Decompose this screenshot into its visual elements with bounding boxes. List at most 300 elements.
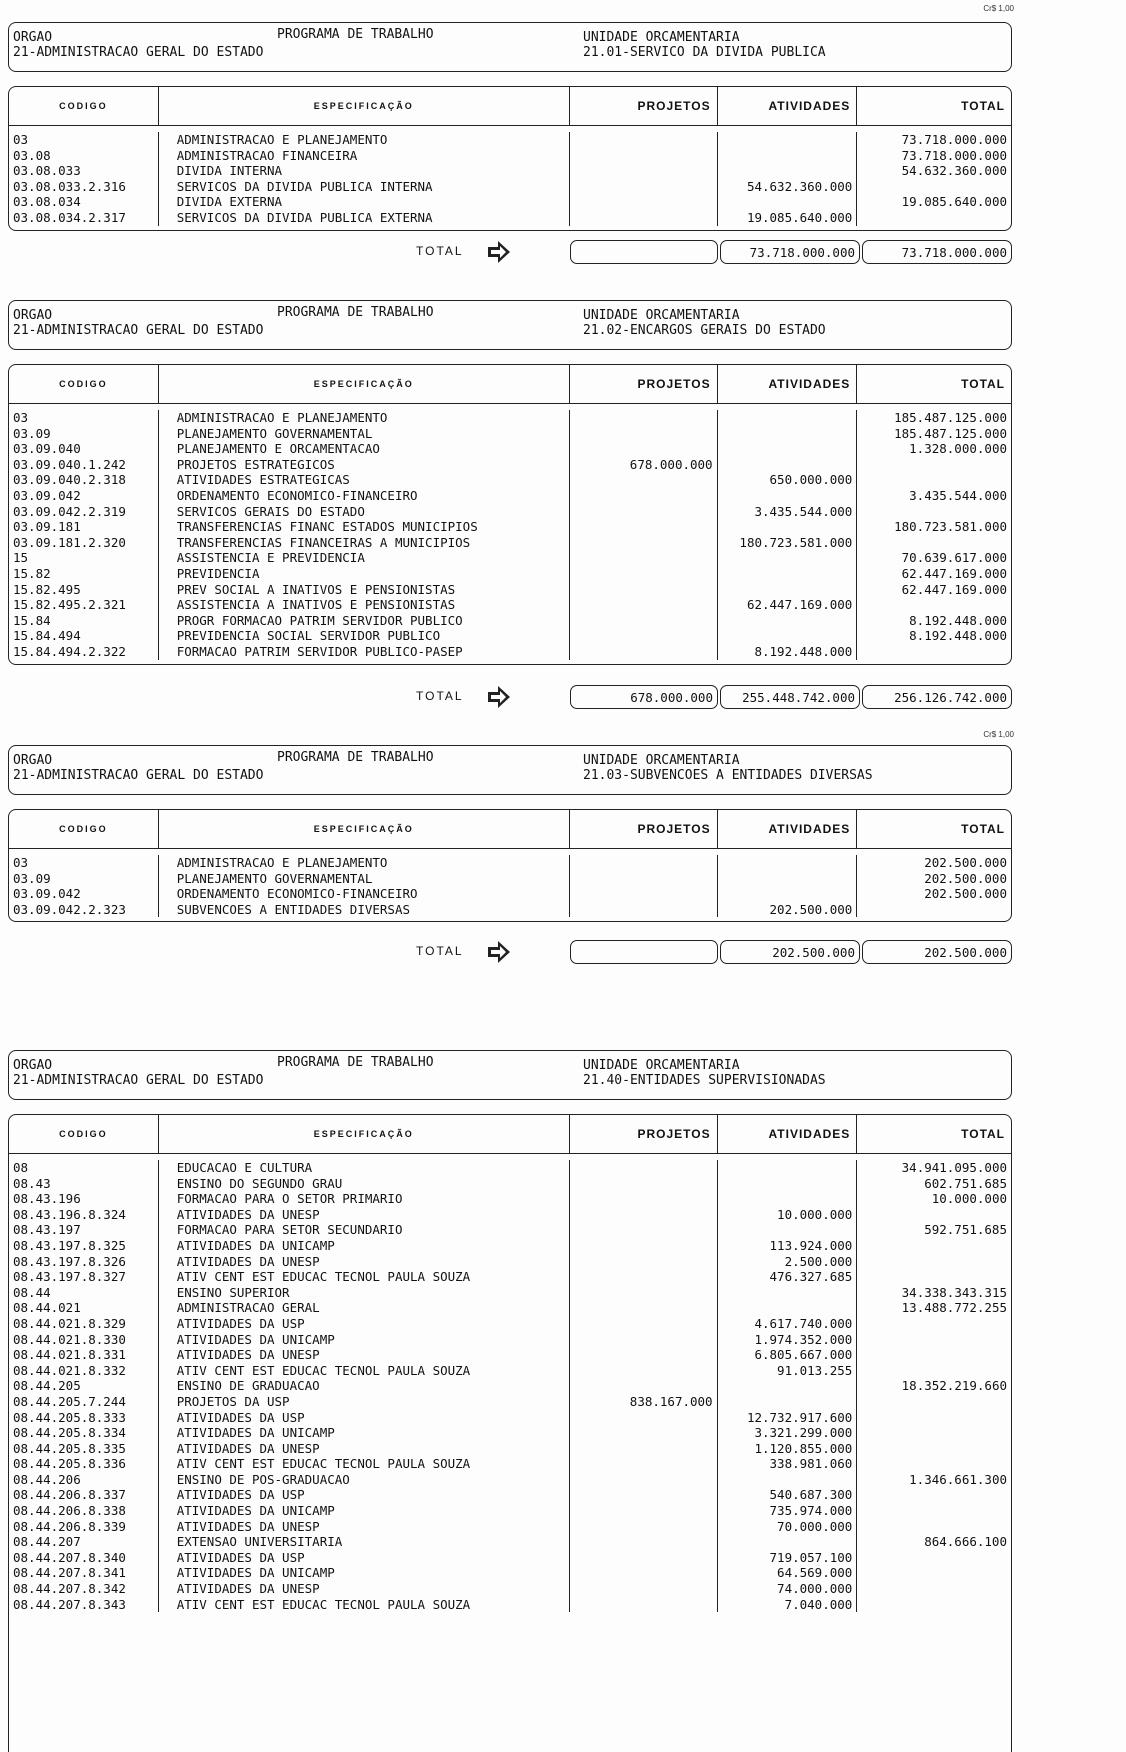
table-body [9, 849, 1011, 921]
section-header [8, 300, 1012, 350]
orgao-label: ORGAO [13, 753, 53, 768]
total-cell [857, 1254, 1011, 1270]
table-row [9, 1207, 1011, 1223]
code-cell: 03 [9, 410, 159, 426]
total-cell: 185.487.125.000 [894, 425, 1007, 441]
total-cell: 19.085.640.000 [901, 194, 1007, 210]
specification-cell: PLANEJAMENTO GOVERNAMENTAL [159, 871, 570, 887]
specification-cell: ATIVIDADES DA USP [159, 1550, 570, 1566]
orgao-label: ORGAO [13, 1058, 53, 1073]
total-cell [857, 1487, 1011, 1503]
table-row [9, 1394, 1011, 1410]
column-header-projetos: PROJETOS [570, 87, 718, 125]
projetos-cell [570, 582, 718, 598]
budget-table [8, 364, 1012, 665]
table-row [9, 179, 1011, 195]
unidade-label: UNIDADE ORCAMENTARIA [583, 308, 740, 323]
specification-cell: ATIVIDADES ESTRATEGICAS [159, 472, 570, 488]
total-projetos [570, 240, 718, 264]
projetos-cell [570, 1363, 718, 1379]
table-row [9, 194, 1011, 210]
atividades-cell [718, 1378, 858, 1394]
code-cell: 08.43.197 [9, 1222, 159, 1238]
table-row [9, 148, 1011, 164]
code-cell: 15.84.494 [9, 628, 159, 644]
table-row [9, 902, 1011, 918]
code-cell: 15.84 [9, 613, 159, 629]
total-cell: 8.192.448.000 [909, 628, 1007, 644]
projetos-cell [570, 519, 718, 535]
code-cell: 03 [9, 132, 159, 148]
unidade-label: UNIDADE ORCAMENTARIA [583, 1058, 740, 1073]
total-projetos [570, 940, 718, 964]
table-row [9, 1550, 1011, 1566]
budget-table [8, 1114, 1012, 1752]
table-header [9, 365, 1011, 404]
total-cell: 185.487.125.000 [894, 410, 1007, 425]
code-cell: 08.43.197.8.325 [9, 1238, 159, 1254]
column-header-projetos: PROJETOS [570, 365, 718, 403]
code-cell: 15.82.495 [9, 582, 159, 598]
specification-cell: FORMACAO PATRIM SERVIDOR PUBLICO-PASEP [159, 644, 570, 660]
total-cell: 10.000.000 [931, 1191, 1007, 1207]
atividades-cell [718, 886, 858, 902]
atividades-cell [718, 613, 858, 629]
projetos-cell [570, 597, 718, 613]
code-cell: 08 [9, 1160, 159, 1176]
code-cell: 03.09 [9, 426, 159, 442]
specification-cell: ATIVIDADES DA UNESP [159, 1207, 570, 1223]
atividades-cell [718, 582, 858, 598]
atividades-cell [718, 457, 858, 473]
code-cell: 15 [9, 550, 159, 566]
table-row [9, 1456, 1011, 1472]
specification-cell: ENSINO DE GRADUACAO [159, 1378, 570, 1394]
table-row [9, 1597, 1011, 1613]
specification-cell: ATIVIDADES DA USP [159, 1410, 570, 1426]
column-header-especificacao: ESPECIFICAÇÃO [159, 87, 570, 125]
total-cell [857, 644, 1011, 660]
projetos-cell [570, 1176, 718, 1192]
total-cell [857, 1269, 1011, 1285]
total-cell: 202.500.000 [924, 886, 1007, 902]
table-row [9, 1176, 1011, 1192]
budget-section [8, 745, 1012, 922]
code-cell: 03.08.034.2.317 [9, 210, 159, 226]
atividades-cell [718, 194, 858, 210]
specification-cell: PLANEJAMENTO E ORCAMENTACAO [159, 441, 570, 457]
total-geral: 73.718.000.000 [862, 240, 1012, 264]
column-header-atividades: ATIVIDADES [718, 1115, 858, 1153]
specification-cell: TRANSFERENCIAS FINANC ESTADOS MUNICIPIOS [159, 519, 570, 535]
specification-cell: ADMINISTRACAO E PLANEJAMENTO [159, 855, 570, 871]
total-label: TOTAL [416, 244, 464, 258]
table-header [9, 87, 1011, 126]
code-cell: 08.44.207.8.342 [9, 1581, 159, 1597]
orgao-value: 21-ADMINISTRACAO GERAL DO ESTADO [13, 768, 264, 783]
table-row [9, 1565, 1011, 1581]
total-row [8, 685, 1012, 711]
column-header-total: TOTAL [961, 377, 1006, 391]
atividades-cell: 8.192.448.000 [718, 644, 858, 660]
atividades-cell [718, 1222, 858, 1238]
atividades-cell: 180.723.581.000 [718, 535, 858, 551]
atividades-cell: 4.617.740.000 [718, 1316, 858, 1332]
code-cell: 08.44.206 [9, 1472, 159, 1488]
atividades-cell [718, 132, 858, 148]
projetos-cell [570, 1332, 718, 1348]
code-cell: 08.44.205.8.336 [9, 1456, 159, 1472]
specification-cell: PLANEJAMENTO GOVERNAMENTAL [159, 426, 570, 442]
code-cell: 15.82.495.2.321 [9, 597, 159, 613]
projetos-cell [570, 1456, 718, 1472]
atividades-cell [718, 628, 858, 644]
projetos-cell [570, 1519, 718, 1535]
table-row [9, 472, 1011, 488]
code-cell: 08.44 [9, 1285, 159, 1301]
column-header-atividades: ATIVIDADES [718, 810, 858, 848]
specification-cell: ADMINISTRACAO E PLANEJAMENTO [159, 410, 570, 426]
total-cell: 602.751.685 [924, 1175, 1007, 1191]
projetos-cell [570, 163, 718, 179]
total-cell [857, 1363, 1011, 1379]
specification-cell: ATIVIDADES DA USP [159, 1487, 570, 1503]
code-cell: 08.44.205 [9, 1378, 159, 1394]
table-body [9, 1154, 1011, 1752]
total-row [8, 240, 1012, 266]
total-cell [857, 472, 1011, 488]
code-cell: 08.44.205.7.244 [9, 1394, 159, 1410]
code-cell: 03.08.033 [9, 163, 159, 179]
projetos-cell [570, 871, 718, 887]
table-header [9, 1115, 1011, 1154]
code-cell: 08.44.206.8.339 [9, 1519, 159, 1535]
total-row [8, 940, 1012, 966]
specification-cell: PREV SOCIAL A INATIVOS E PENSIONISTAS [159, 582, 570, 598]
total-cell [857, 1519, 1011, 1535]
atividades-cell [718, 1176, 858, 1192]
total-cell [857, 1347, 1011, 1363]
total-label: TOTAL [416, 944, 464, 958]
specification-cell: PREVIDENCIA SOCIAL SERVIDOR PUBLICO [159, 628, 570, 644]
projetos-cell [570, 1487, 718, 1503]
specification-cell: ATIVIDADES DA UNICAMP [159, 1503, 570, 1519]
specification-cell: DIVIDA INTERNA [159, 163, 570, 179]
table-row [9, 1191, 1011, 1207]
code-cell: 03.09.040 [9, 441, 159, 457]
total-cell: 70.639.617.000 [901, 550, 1007, 566]
table-row [9, 550, 1011, 566]
code-cell: 08.43.197.8.326 [9, 1254, 159, 1270]
total-cell [857, 504, 1011, 520]
specification-cell: ENSINO SUPERIOR [159, 1285, 570, 1301]
specification-cell: ATIVIDADES DA UNESP [159, 1581, 570, 1597]
table-row [9, 644, 1011, 660]
atividades-cell: 3.435.544.000 [718, 504, 858, 520]
total-cell: 34.941.095.000 [901, 1160, 1007, 1175]
section-header [8, 22, 1012, 72]
projetos-cell [570, 1347, 718, 1363]
code-cell: 08.44.206.8.338 [9, 1503, 159, 1519]
atividades-cell: 719.057.100 [718, 1550, 858, 1566]
atividades-cell [718, 1191, 858, 1207]
total-geral: 202.500.000 [862, 940, 1012, 964]
table-row [9, 1581, 1011, 1597]
table-row [9, 504, 1011, 520]
section-header [8, 745, 1012, 795]
projetos-cell [570, 1410, 718, 1426]
atividades-cell [718, 519, 858, 535]
table-row [9, 871, 1011, 887]
specification-cell: ATIV CENT EST EDUCAC TECNOL PAULA SOUZA [159, 1363, 570, 1379]
table-row [9, 582, 1011, 598]
projetos-cell [570, 1550, 718, 1566]
total-cell: 180.723.581.000 [894, 519, 1007, 535]
total-cell: 864.666.100 [924, 1534, 1007, 1550]
specification-cell: ATIV CENT EST EDUCAC TECNOL PAULA SOUZA [159, 1597, 570, 1613]
total-cell [857, 597, 1011, 613]
total-cell: 34.338.343.315 [901, 1284, 1007, 1300]
atividades-cell: 540.687.300 [718, 1487, 858, 1503]
atividades-cell: 113.924.000 [718, 1238, 858, 1254]
unidade-value: 21.01-SERVICO DA DIVIDA PUBLICA [583, 45, 826, 60]
projetos-cell [570, 148, 718, 164]
budget-section [8, 22, 1012, 231]
total-cell [857, 1441, 1011, 1457]
table-row [9, 488, 1011, 504]
total-cell: 202.500.000 [924, 855, 1007, 870]
total-cell: 62.447.169.000 [901, 565, 1007, 581]
projetos-cell [570, 628, 718, 644]
specification-cell: EDUCACAO E CULTURA [159, 1160, 570, 1176]
unidade-value: 21.02-ENCARGOS GERAIS DO ESTADO [583, 323, 826, 338]
specification-cell: FORMACAO PARA SETOR SECUNDARIO [159, 1222, 570, 1238]
table-body [9, 404, 1011, 664]
table-row [9, 1425, 1011, 1441]
code-cell: 03.09.042.2.319 [9, 504, 159, 520]
projetos-cell [570, 194, 718, 210]
column-header-codigo: CODIGO [9, 810, 159, 848]
total-cell: 73.718.000.000 [901, 147, 1007, 163]
column-header-total: TOTAL [961, 99, 1006, 113]
projetos-cell [570, 1160, 718, 1176]
table-row [9, 1441, 1011, 1457]
column-header-total: TOTAL [961, 822, 1006, 836]
total-cell [857, 210, 1011, 226]
atividades-cell [718, 566, 858, 582]
projetos-cell [570, 441, 718, 457]
projetos-cell [570, 179, 718, 195]
projetos-cell [570, 1378, 718, 1394]
atividades-cell: 12.732.917.600 [718, 1410, 858, 1426]
table-row [9, 1347, 1011, 1363]
total-projetos: 678.000.000 [570, 685, 718, 709]
table-row [9, 210, 1011, 226]
total-label: TOTAL [416, 689, 464, 703]
unidade-value: 21.40-ENTIDADES SUPERVISIONADAS [583, 1073, 826, 1088]
specification-cell: ADMINISTRACAO GERAL [159, 1300, 570, 1316]
table-row [9, 1487, 1011, 1503]
projetos-cell [570, 488, 718, 504]
atividades-cell: 1.120.855.000 [718, 1441, 858, 1457]
projetos-cell [570, 1207, 718, 1223]
total-cell [857, 179, 1011, 195]
projetos-cell [570, 410, 718, 426]
code-cell: 03.09.042 [9, 886, 159, 902]
total-cell [857, 1238, 1011, 1254]
specification-cell: ATIVIDADES DA UNICAMP [159, 1565, 570, 1581]
unidade-label: UNIDADE ORCAMENTARIA [583, 753, 740, 768]
specification-cell: ATIVIDADES DA UNICAMP [159, 1238, 570, 1254]
atividades-cell: 476.327.685 [718, 1269, 858, 1285]
specification-cell: PROJETOS ESTRATEGICOS [159, 457, 570, 473]
atividades-cell: 70.000.000 [718, 1519, 858, 1535]
projetos-cell [570, 644, 718, 660]
table-row [9, 1222, 1011, 1238]
arrow-right-icon [486, 685, 512, 713]
total-geral: 256.126.742.000 [862, 685, 1012, 709]
column-header-codigo: CODIGO [9, 87, 159, 125]
atividades-cell: 91.013.255 [718, 1363, 858, 1379]
projetos-cell [570, 1441, 718, 1457]
total-atividades: 255.448.742.000 [720, 685, 860, 709]
table-row [9, 1332, 1011, 1348]
unidade-value: 21.03-SUBVENCOES A ENTIDADES DIVERSAS [583, 768, 873, 783]
column-header-especificacao: ESPECIFICAÇÃO [159, 365, 570, 403]
code-cell: 08.43.196 [9, 1191, 159, 1207]
table-row [9, 410, 1011, 426]
specification-cell: ASSISTENCIA A INATIVOS E PENSIONISTAS [159, 597, 570, 613]
projetos-cell [570, 1222, 718, 1238]
atividades-cell: 1.974.352.000 [718, 1332, 858, 1348]
specification-cell: ATIVIDADES DA USP [159, 1316, 570, 1332]
specification-cell: ATIVIDADES DA UNESP [159, 1519, 570, 1535]
code-cell: 03.08.034 [9, 194, 159, 210]
orgao-value: 21-ADMINISTRACAO GERAL DO ESTADO [13, 323, 264, 338]
code-cell: 15.84.494.2.322 [9, 644, 159, 660]
budget-section [8, 300, 1012, 665]
table-row [9, 1238, 1011, 1254]
total-cell [857, 1581, 1011, 1597]
column-header-especificacao: ESPECIFICAÇÃO [159, 1115, 570, 1153]
table-row [9, 441, 1011, 457]
specification-cell: PREVIDENCIA [159, 566, 570, 582]
total-cell: 3.435.544.000 [909, 487, 1007, 503]
code-cell: 03.09.042.2.323 [9, 902, 159, 918]
column-header-projetos: PROJETOS [570, 1115, 718, 1153]
total-cell: 54.632.360.000 [901, 163, 1007, 179]
specification-cell: ADMINISTRACAO FINANCEIRA [159, 148, 570, 164]
total-cell [857, 1456, 1011, 1472]
code-cell: 08.43 [9, 1176, 159, 1192]
projetos-cell [570, 1581, 718, 1597]
column-header-codigo: CODIGO [9, 365, 159, 403]
specification-cell: PROGR FORMACAO PATRIM SERVIDOR PUBLICO [159, 613, 570, 629]
code-cell: 03.09.040.2.318 [9, 472, 159, 488]
table-row [9, 1160, 1011, 1176]
total-cell [857, 1503, 1011, 1519]
projetos-cell [570, 1425, 718, 1441]
total-cell: 8.192.448.000 [909, 612, 1007, 628]
table-row [9, 1534, 1011, 1550]
projetos-cell [570, 1238, 718, 1254]
projetos-cell: 838.167.000 [570, 1394, 718, 1410]
table-row [9, 1519, 1011, 1535]
atividades-cell [718, 1300, 858, 1316]
projetos-cell [570, 472, 718, 488]
total-atividades: 202.500.000 [720, 940, 860, 964]
total-cell: 592.751.685 [924, 1222, 1007, 1238]
atividades-cell [718, 148, 858, 164]
column-header-atividades: ATIVIDADES [718, 87, 858, 125]
specification-cell: ATIVIDADES DA UNICAMP [159, 1332, 570, 1348]
specification-cell: ADMINISTRACAO E PLANEJAMENTO [159, 132, 570, 148]
specification-cell: TRANSFERENCIAS FINANCEIRAS A MUNICIPIOS [159, 535, 570, 551]
budget-table [8, 86, 1012, 231]
table-row [9, 1285, 1011, 1301]
specification-cell: ATIV CENT EST EDUCAC TECNOL PAULA SOUZA [159, 1269, 570, 1285]
total-cell [857, 902, 1011, 918]
code-cell: 03.09 [9, 871, 159, 887]
table-row [9, 1503, 1011, 1519]
atividades-cell [718, 488, 858, 504]
code-cell: 08.44.207.8.343 [9, 1597, 159, 1613]
total-cell [857, 535, 1011, 551]
atividades-cell [718, 441, 858, 457]
column-header-total: TOTAL [961, 1127, 1006, 1141]
atividades-cell [718, 1472, 858, 1488]
atividades-cell: 735.974.000 [718, 1503, 858, 1519]
code-cell: 03.09.040.1.242 [9, 457, 159, 473]
atividades-cell [718, 1394, 858, 1410]
projetos-cell [570, 1503, 718, 1519]
total-cell: 13.488.772.255 [901, 1300, 1007, 1316]
atividades-cell: 6.805.667.000 [718, 1347, 858, 1363]
table-row [9, 519, 1011, 535]
atividades-cell: 54.632.360.000 [718, 179, 858, 195]
atividades-cell: 62.447.169.000 [718, 597, 858, 613]
table-row [9, 1410, 1011, 1426]
code-cell: 08.44.021.8.330 [9, 1332, 159, 1348]
table-row [9, 426, 1011, 442]
table-row [9, 855, 1011, 871]
code-cell: 03.09.181 [9, 519, 159, 535]
atividades-cell: 7.040.000 [718, 1597, 858, 1613]
code-cell: 03.08 [9, 148, 159, 164]
projetos-cell [570, 1254, 718, 1270]
specification-cell: ASSISTENCIA E PREVIDENCIA [159, 550, 570, 566]
code-cell: 08.43.196.8.324 [9, 1207, 159, 1223]
column-header-projetos: PROJETOS [570, 810, 718, 848]
total-cell [857, 1425, 1011, 1441]
projetos-cell [570, 886, 718, 902]
orgao-label: ORGAO [13, 30, 53, 45]
code-cell: 15.82 [9, 566, 159, 582]
projetos-cell [570, 902, 718, 918]
total-cell [857, 1394, 1011, 1410]
projetos-cell [570, 132, 718, 148]
specification-cell: ATIVIDADES DA UNESP [159, 1347, 570, 1363]
atividades-cell [718, 163, 858, 179]
specification-cell: PROJETOS DA USP [159, 1394, 570, 1410]
specification-cell: SERVICOS DA DIVIDA PUBLICA EXTERNA [159, 210, 570, 226]
orgao-label: ORGAO [13, 308, 53, 323]
table-row [9, 613, 1011, 629]
unidade-label: UNIDADE ORCAMENTARIA [583, 30, 740, 45]
column-header-especificacao: ESPECIFICAÇÃO [159, 810, 570, 848]
total-cell [857, 1410, 1011, 1426]
projetos-cell: 678.000.000 [570, 457, 718, 473]
